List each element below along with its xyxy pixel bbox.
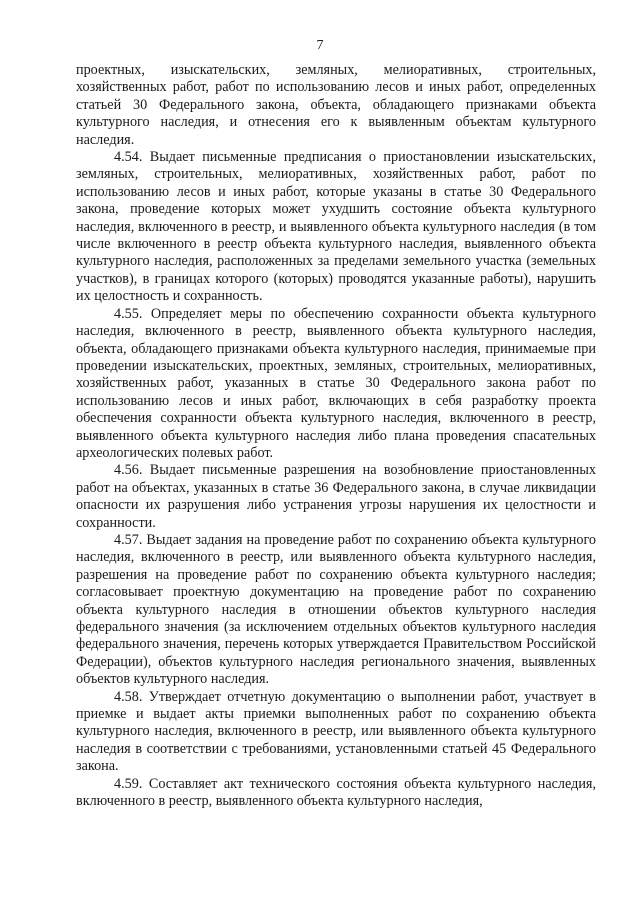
paragraph-continuation [76, 62, 596, 149]
paragraph-4-55 [76, 306, 596, 463]
paragraph-text: Выдает задания на проведение работ по сохранению объекта культурного наследия, включенного в реестр, или выявленного объекта культурного наследия, разрешения на проведение работ по сохранению объекта культурного наследия; согласовывает проектную документацию на проведение работ по сохранению объекта культурного наследия в отношении объектов культурного наследия федерального значения (за исключением отдельных объектов культурного наследия федерального значения, перечень которых утверждается Правительством Российской Федерации), объектов культурного наследия регионального значения, выявленных объектов культурного наследия. [76, 531, 597, 688]
paragraph-text: проектных, изыскательских, земляных, мелиоративных, строительных, хозяйственных работ, работ по использованию лесов и иных работ, определенных статьей 30 Федерального закона, объекта, обладающего признаками объекта культурного наследия, и отнесения его к выявленным объектам культурного наследия. [76, 62, 596, 148]
paragraph-4-59 [76, 776, 596, 811]
paragraph-number: 4.58. [114, 688, 143, 705]
paragraph-text: Составляет акт технического состояния объекта культурного наследия, включенного в реестр, выявленного объекта культурного наследия, [76, 775, 596, 810]
paragraph-text: Определяет меры по обеспечению сохранности объекта культурного наследия, включенного в реестр, выявленного объекта культурного наследия, объекта, обладающего признаками объекта культурного наследия, принимаемые при проведении изыскательских, проектных, земляных, строительных, мелиоративных, хозяйственных работ, указанных в статье 30 Федерального закона работ по использованию лесов и иных работ, включающих в себя разработку проекта обеспечения сохранности объекта культурного наследия, включенного в реестр, выявленного объекта культурного наследия либо плана проведения спасательных археологических полевых работ. [76, 305, 596, 461]
paragraph-text: Выдает письменные разрешения на возобновление приостановленных работ на объектах, указанных в статье 36 Федерального закона, в случае ликвидации опасности их разрушения либо устранения угрозы нарушения их целостности и сохранности. [76, 462, 597, 531]
paragraph-4-57 [76, 532, 596, 689]
paragraph-4-54 [76, 149, 596, 306]
paragraph-text: Утверждает отчетную документацию о выполнении работ, участвует в приемке и выдает акты приемки выполненных работ по сохранению объекта культурного наследия, включенного в реестр, или выявленного объекта культурного наследия в соответствии с требованиями, установленными статьей 45 Федерального закона. [76, 688, 596, 775]
paragraph-number: 4.59. [114, 775, 143, 792]
paragraph-number: 4.55. [114, 305, 143, 322]
paragraph-number: 4.56. [114, 462, 143, 479]
paragraph-text: Выдает письменные предписания о приостановлении изыскательских, земляных, строительных, мелиоративных, хозяйственных работ, работ по использованию лесов и иных работ, которые указаны в статье 30 Федерального закона, проведение которых может ухудшить состояние объекта культурного наследия, включенного в реестр, и выявленного объекта культурного наследия (в том числе включенного в реестр объекта культурного наследия, выявленного объекта культурного наследия, расположенных за пределами земельного участка (земельных участков), в границах которого (которых) проводятся указанные работы), нарушить их целостность и сохранность. [76, 149, 596, 305]
paragraph-4-58 [76, 689, 596, 776]
paragraph-number: 4.57. [114, 531, 143, 548]
paragraph-4-56 [76, 462, 596, 532]
document-body [76, 62, 596, 810]
page-number: 7 [316, 38, 324, 53]
paragraph-number: 4.54. [114, 149, 143, 166]
